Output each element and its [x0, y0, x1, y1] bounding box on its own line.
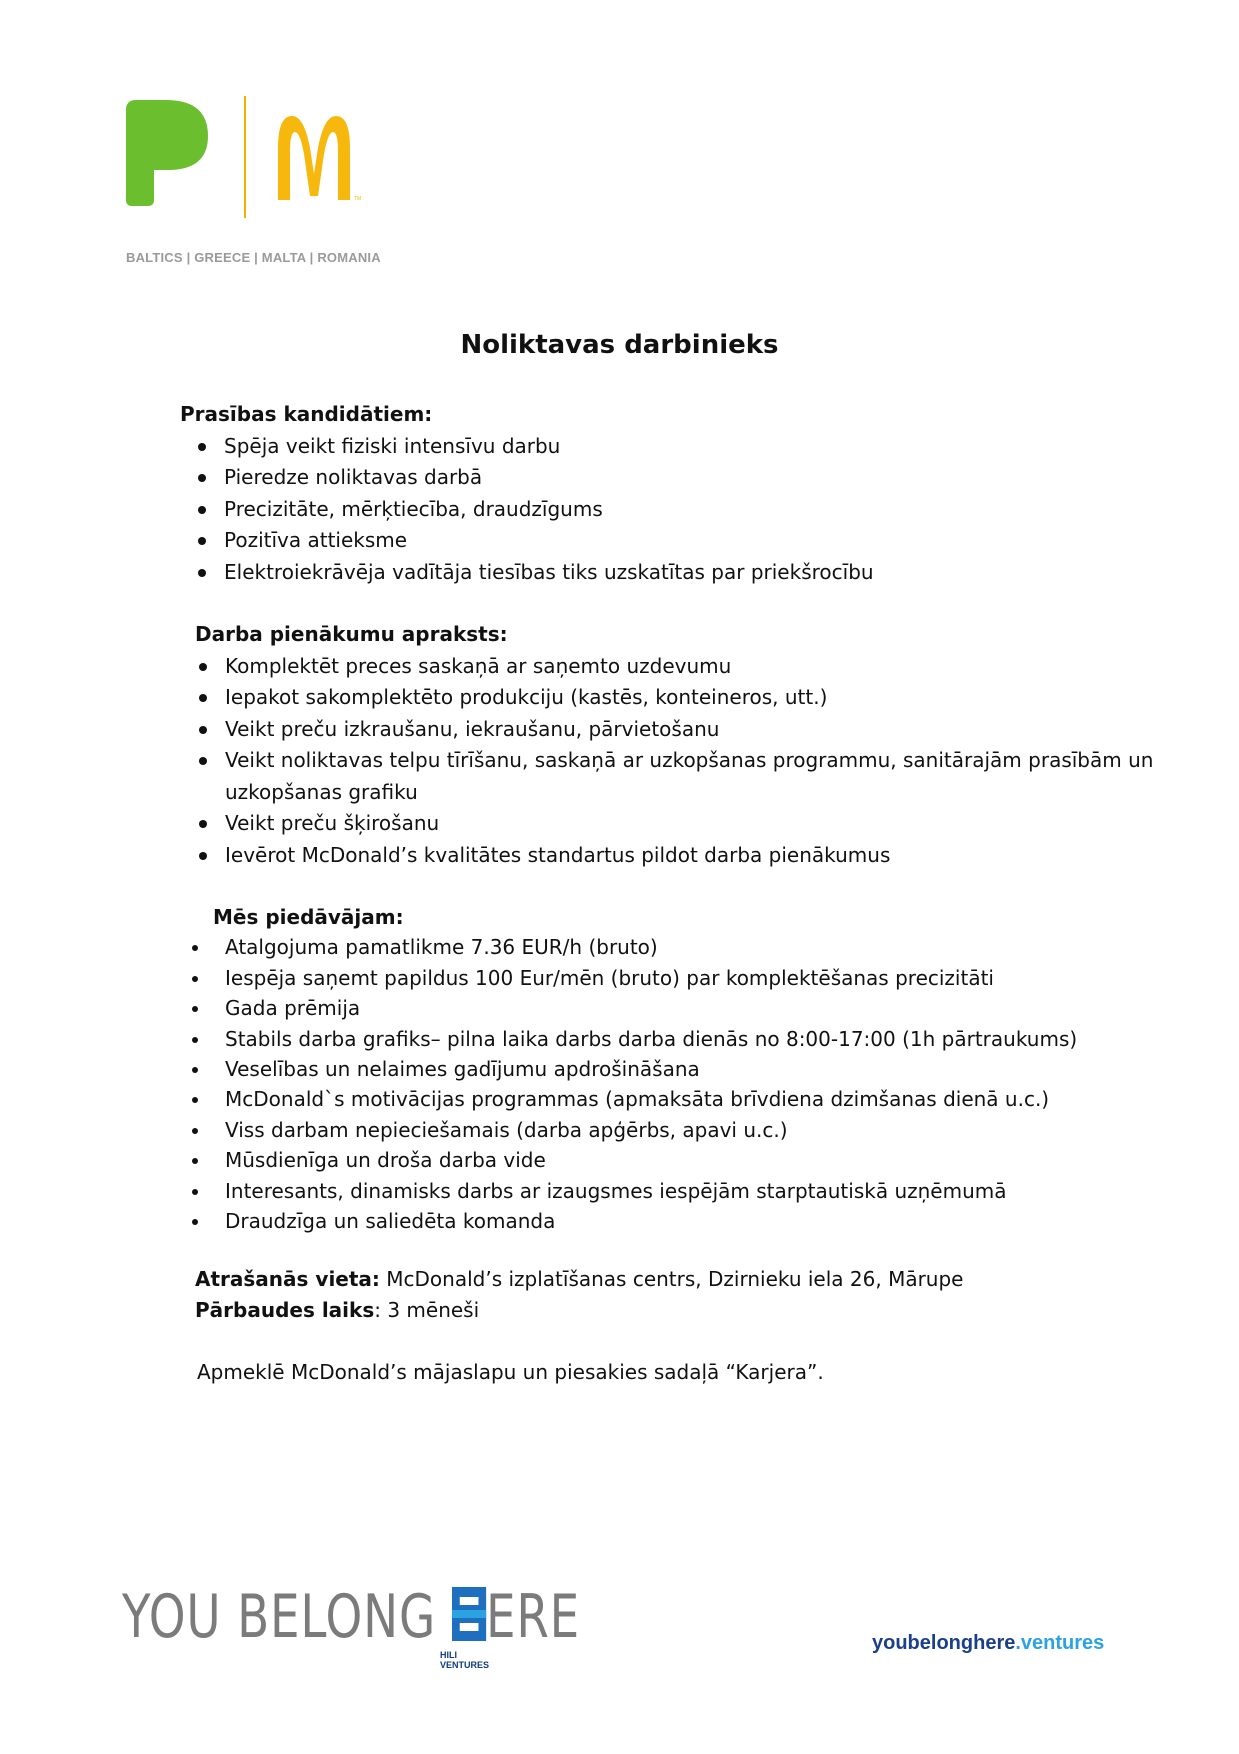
svg-text:TM: TM [354, 196, 362, 202]
list-item: Elektroiekrāvēja vadītāja tiesības tiks uzskatītas par priekšrocību [180, 557, 1160, 589]
hili-line2: VENTURES [440, 1660, 490, 1670]
list-item: Atalgojuma pamatlikme 7.36 EUR/h (bruto) [190, 932, 1170, 962]
offer-section [190, 902, 1170, 1236]
slogan-part1: YOU BELONG [122, 1582, 452, 1652]
list-item: Interesants, dinamisks darbs ar izaugsmes iespējām starptautiskā uzņēmumā [190, 1176, 1170, 1206]
list-item: Iespēja saņemt papildus 100 Eur/mēn (bruto) par komplektēšanas precizitāti [190, 963, 1170, 993]
location-label: Atrašanās vieta: [195, 1267, 380, 1291]
list-item: Pieredze noliktavas darbā [180, 462, 1160, 494]
page-title: Noliktavas darbinieks [460, 330, 779, 360]
list-item: Draudzīga un saliedēta komanda [190, 1206, 1170, 1236]
regions-label: BALTICS | GREECE | MALTA | ROMANIA [126, 250, 381, 265]
list-item: Veikt preču izkraušanu, iekraušanu, pārvietošanu [195, 714, 1175, 746]
list-item: Veselības un nelaimes gadījumu apdrošināšana [190, 1054, 1170, 1084]
slogan-logo [122, 1582, 709, 1682]
list-item: Veikt noliktavas telpu tīrīšanu, saskaņā ar uzkopšanas programmu, sanitārajām prasībām un uzkopšanas grafiku [195, 745, 1175, 808]
list-item: Pozitīva attieksme [180, 525, 1160, 557]
list-item: Precizitāte, mērķtiecība, draudzīgums [180, 494, 1160, 526]
requirements-section [180, 399, 1160, 588]
hili-ventures-label [440, 1650, 489, 1670]
website-link[interactable] [872, 1632, 1104, 1655]
list-item: Viss darbam nepieciešamais (darba apģērbs, apavi u.c.) [190, 1115, 1170, 1145]
probation-label: Pārbaudes laiks [195, 1298, 375, 1322]
list-item: Komplektēt preces saskaņā ar saņemto uzdevumu [195, 651, 1175, 683]
pm-logo-icon [126, 96, 426, 226]
duties-section [195, 619, 1175, 871]
probation-line [195, 1295, 963, 1326]
duties-heading: Darba pienākumu apraksts: [195, 622, 508, 646]
slogan-part2: ERE [485, 1582, 580, 1652]
offer-heading: Mēs piedāvājam: [213, 905, 404, 929]
slogan-text [122, 1582, 580, 1652]
website-main: youbelonghere [872, 1632, 1016, 1654]
list-item: Ievērot McDonald’s kvalitātes standartus pildot darba pienākumus [195, 840, 1175, 872]
requirements-heading: Prasības kandidātiem: [180, 402, 433, 426]
website-tld: .ventures [1015, 1632, 1105, 1654]
job-details [195, 1264, 963, 1326]
list-item: McDonald`s motivācijas programmas (apmaksāta brīvdiena dzimšanas dienā u.c.) [190, 1084, 1170, 1114]
hili-line1: HILI [440, 1650, 457, 1660]
probation-value: : 3 mēneši [374, 1298, 480, 1322]
list-item: Iepakot sakomplektēto produkciju (kastēs, konteineros, utt.) [195, 682, 1175, 714]
h-block-icon [452, 1587, 486, 1641]
list-item: Spēja veikt fiziski intensīvu darbu [180, 431, 1160, 463]
company-logo [126, 96, 426, 276]
location-line [195, 1264, 963, 1295]
list-item: Gada prēmija [190, 993, 1170, 1023]
list-item: Mūsdienīga un droša darba vide [190, 1145, 1170, 1175]
list-item: Veikt preču šķirošanu [195, 808, 1175, 840]
apply-call-to-action: Apmeklē McDonald’s mājaslapu un piesakies sadaļā “Karjera”. [197, 1360, 824, 1384]
list-item: Stabils darba grafiks– pilna laika darbs darba dienās no 8:00-17:00 (1h pārtraukums) [190, 1024, 1170, 1054]
location-value: McDonald’s izplatīšanas centrs, Dzirnieku iela 26, Mārupe [379, 1267, 964, 1291]
